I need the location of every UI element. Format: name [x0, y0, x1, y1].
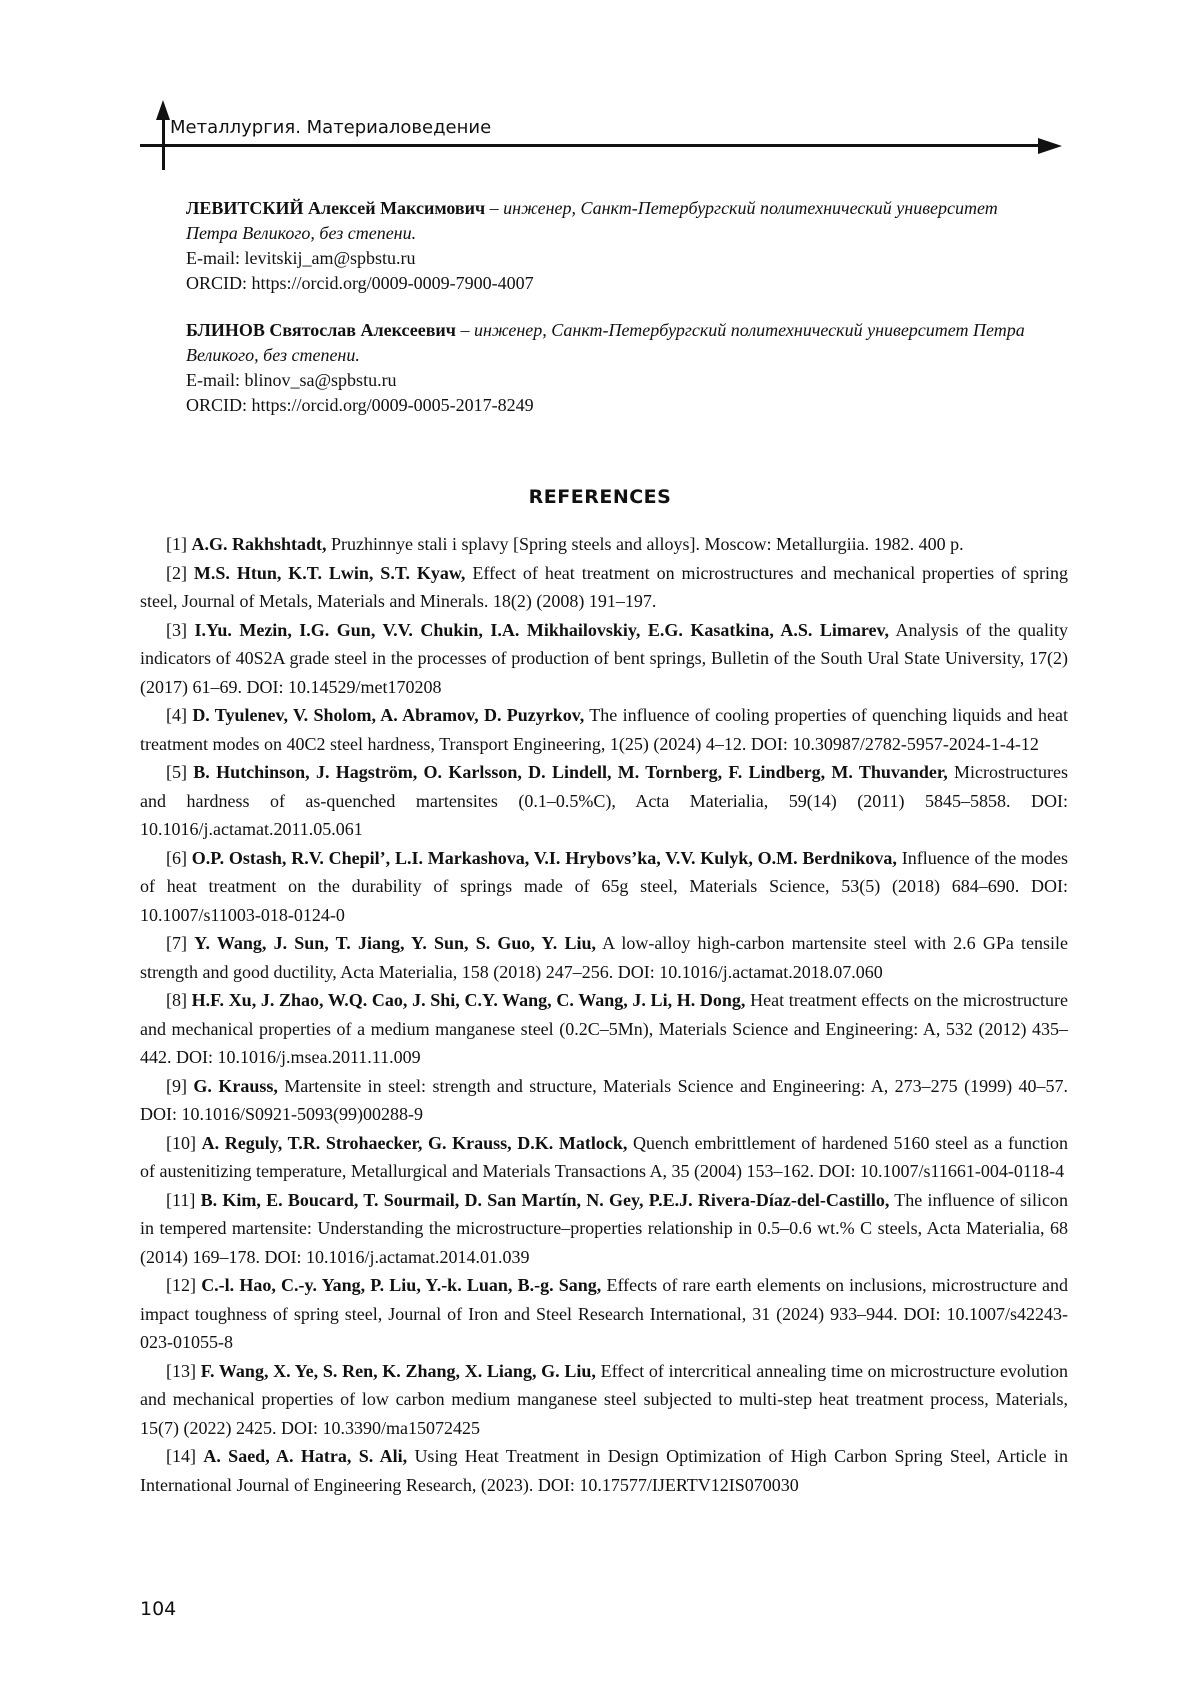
- author-name: ЛЕВИТСКИЙ Алексей Максимович: [186, 198, 486, 218]
- reference-item: [140, 1442, 1068, 1499]
- reference-text: Influence of the modes of heat treatment on the durability of springs made of 65g steel, Materials Science, 53(5) (2018) 684–690. DOI: 10.1007/s11003-018-0124-0: [140, 847, 1068, 925]
- reference-item: [140, 1129, 1068, 1186]
- reference-item: [140, 559, 1068, 616]
- author-role: инженер, Санкт-Петербургский политехнический университет Петра Великого, без степени.: [186, 320, 1025, 365]
- reference-text: The influence of silicon in tempered martensite: Understanding the microstructure–properties relationship in 0.5–0.6 wt.% C steels, Acta Materialia, 68 (2014) 169–178. DOI: 10.1016/j.actamat.2014.01.039: [140, 1189, 1068, 1267]
- reference-item: [140, 530, 1068, 559]
- reference-text: Microstructures and hardness of as-quenched martensites (0.1–0.5%C), Acta Materialia, 59(14) (2011) 5845–5858. DOI: 10.1016/j.actamat.2011.05.061: [140, 762, 1068, 839]
- reference-item: [140, 758, 1068, 844]
- author-affiliation-line: [186, 196, 1026, 246]
- reference-authors: M.S. Htun, K.T. Lwin, S.T. Kyaw,: [193, 562, 466, 583]
- reference-authors: B. Hutchinson, J. Hagström, O. Karlsson, D. Lindell, M. Tornberg, F. Lindberg, M. Thuvander,: [193, 762, 948, 782]
- author-entry: [186, 196, 1026, 296]
- author-orcid: ORCID: https://orcid.org/0009-0009-7900-4007: [186, 273, 534, 293]
- reference-number: [9]: [166, 1075, 194, 1096]
- reference-authors: A.G. Rakhshtadt,: [191, 534, 327, 554]
- reference-item: [140, 986, 1068, 1072]
- reference-item: [140, 1186, 1068, 1272]
- author-orcid: ORCID: https://orcid.org/0009-0005-2017-8249: [186, 395, 534, 415]
- reference-number: [5]: [166, 762, 194, 782]
- reference-number: [12]: [166, 1275, 202, 1295]
- author-info-block: [186, 196, 1026, 440]
- reference-authors: H.F. Xu, J. Zhao, W.Q. Cao, J. Shi, C.Y. Wang, C. Wang, J. Li, H. Dong,: [191, 990, 746, 1010]
- reference-authors: A. Reguly, T.R. Strohaecker, G. Krauss, D.K. Matlock,: [201, 1132, 628, 1153]
- arrow-right-icon: [1038, 138, 1062, 154]
- reference-number: [10]: [166, 1132, 202, 1153]
- header-horizontal-rule: [140, 144, 1040, 147]
- reference-item: [140, 1357, 1068, 1443]
- reference-item: [140, 701, 1068, 758]
- reference-authors: G. Krauss,: [193, 1075, 278, 1096]
- reference-number: [7]: [166, 933, 195, 953]
- reference-number: [1]: [166, 534, 192, 554]
- reference-authors: A. Saed, A. Hatra, S. Ali,: [203, 1446, 408, 1466]
- page-number: 104: [140, 1598, 177, 1620]
- reference-number: [3]: [166, 619, 195, 640]
- reference-authors: B. Kim, E. Boucard, T. Sourmail, D. San Martín, N. Gey, P.E.J. Rivera-Díaz-del-Castillo,: [200, 1189, 890, 1210]
- reference-item: [140, 929, 1068, 986]
- reference-number: [14]: [166, 1446, 204, 1466]
- author-role: инженер, Санкт-Петербургский политехнический университет Петра Великого, без степени.: [186, 198, 998, 243]
- author-email: E-mail: blinov_sa@spbstu.ru: [186, 370, 397, 390]
- reference-text: Quench embrittlement of hardened 5160 steel as a function of austenitizing temperature, Metallurgical and Materials Transactions A, 35 (2004) 153–162. DOI: 10.1007/s11661-004-0118-4: [140, 1132, 1068, 1181]
- reference-item: [140, 1072, 1068, 1129]
- reference-number: [8]: [166, 990, 192, 1010]
- reference-text: Effects of rare earth elements on inclusions, microstructure and impact toughness of spring steel, Journal of Iron and Steel Research International, 31 (2024) 933–944. DOI: 10.1007/s42243-023-01055-8: [140, 1275, 1068, 1352]
- reference-item: [140, 616, 1068, 702]
- section-title: Металлургия. Материаловедение: [170, 117, 492, 138]
- reference-text: Using Heat Treatment in Design Optimization of High Carbon Spring Steel, Article in International Journal of Engineering Research, (2023). DOI: 10.17577/IJERTV12IS070030: [140, 1446, 1068, 1495]
- reference-text: Effect of heat treatment on microstructures and mechanical properties of spring steel, Journal of Metals, Materials and Minerals. 18(2) (2008) 191–197.: [140, 562, 1068, 611]
- author-affiliation-line: [186, 318, 1026, 368]
- reference-authors: C.-l. Hao, C.-y. Yang, P. Liu, Y.-k. Luan, B.-g. Sang,: [201, 1275, 602, 1295]
- running-header: [140, 100, 1072, 176]
- author-name: БЛИНОВ Святослав Алексеевич: [186, 320, 456, 340]
- reference-number: [11]: [166, 1189, 201, 1210]
- reference-text: The influence of cooling properties of quenching liquids and heat treatment modes on 40C2 steel hardness, Transport Engineering, 1(25) (2024) 4–12. DOI: 10.30987/2782-5957-2024-1-4-12: [140, 705, 1068, 754]
- reference-authors: O.P. Ostash, R.V. Chepil’, L.I. Markashova, V.I. Hrybovs’ka, V.V. Kulyk, O.M. Berdnikova,: [191, 847, 897, 868]
- reference-number: [2]: [166, 562, 194, 583]
- reference-text: Effect of intercritical annealing time on microstructure evolution and mechanical properties of low carbon medium manganese steel subjected to multi-step heat treatment process, Materials, 15(7) (2022) 2425. DOI: 10.3390/ma15072425: [140, 1360, 1068, 1438]
- header-vertical-rule: [162, 110, 165, 170]
- reference-number: [4]: [166, 705, 193, 725]
- reference-text: Pruzhinnye stali i splavy [Spring steels and alloys]. Moscow: Metallurgiia. 1982. 400 p.: [326, 534, 964, 554]
- author-dash: –: [485, 198, 504, 218]
- reference-text: A low-alloy high-carbon martensite steel with 2.6 GPa tensile strength and good ductility, Acta Materialia, 158 (2018) 247–256. DOI: 10.1016/j.actamat.2018.07.060: [140, 933, 1068, 982]
- reference-authors: D. Tyulenev, V. Sholom, A. Abramov, D. Puzyrkov,: [192, 705, 585, 725]
- reference-text: Analysis of the quality indicators of 40S2A grade steel in the processes of production of bent springs, Bulletin of the South Ural State University, 17(2) (2017) 61–69. DOI: 10.14529/met170208: [140, 619, 1068, 697]
- reference-item: [140, 1271, 1068, 1357]
- reference-number: [13]: [166, 1360, 201, 1381]
- references-heading: REFERENCES: [528, 486, 672, 508]
- reference-text: Martensite in steel: strength and structure, Materials Science and Engineering: A, 273–275 (1999) 40–57. DOI: 10.1016/S0921-5093(99)00288-9: [140, 1075, 1068, 1124]
- reference-authors: F. Wang, X. Ye, S. Ren, K. Zhang, X. Liang, G. Liu,: [200, 1360, 596, 1381]
- reference-authors: I.Yu. Mezin, I.G. Gun, V.V. Chukin, I.A. Mikhailovskiy, E.G. Kasatkina, A.S. Limarev,: [194, 619, 890, 640]
- author-dash: –: [455, 320, 474, 340]
- reference-text: Heat treatment effects on the microstructure and mechanical properties of a medium manganese steel (0.2C–5Mn), Materials Science and Engineering: A, 532 (2012) 435–442. DOI: 10.1016/j.msea.2011.11.009: [140, 990, 1069, 1067]
- references-list: [140, 530, 1068, 1499]
- reference-authors: Y. Wang, J. Sun, T. Jiang, Y. Sun, S. Guo, Y. Liu,: [194, 933, 596, 953]
- author-entry: [186, 318, 1026, 418]
- reference-number: [6]: [166, 847, 192, 868]
- author-email: E-mail: levitskij_am@spbstu.ru: [186, 248, 416, 268]
- reference-item: [140, 844, 1068, 930]
